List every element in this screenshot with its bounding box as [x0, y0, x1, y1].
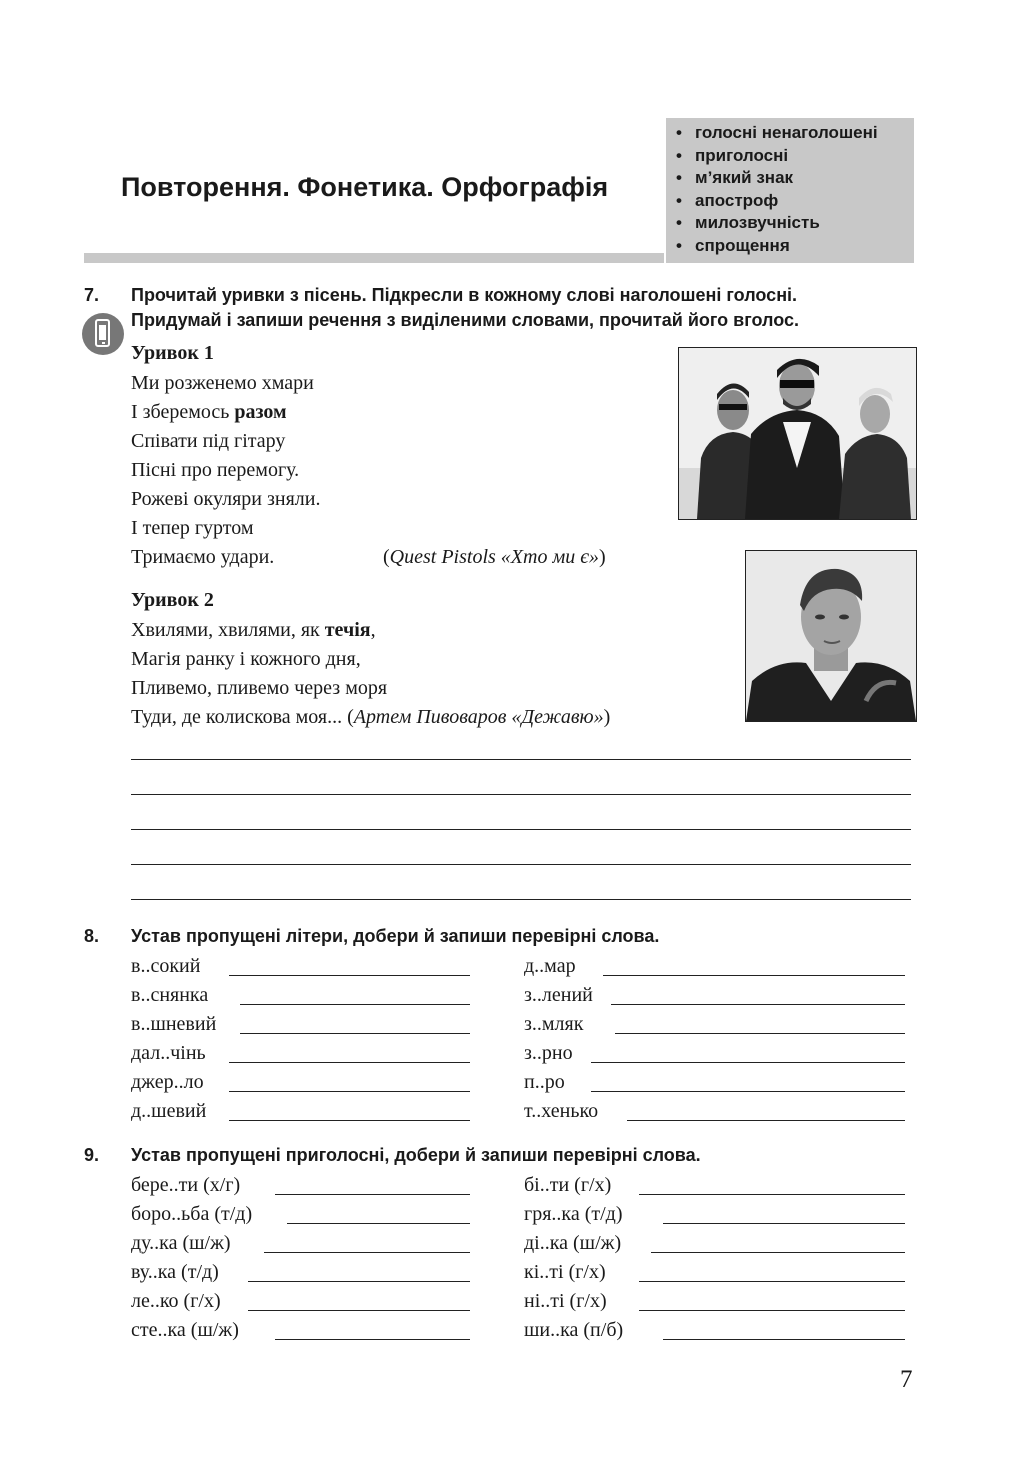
poem-line: Рожеві окуляри зняли.: [131, 488, 321, 510]
answer-line[interactable]: [639, 1194, 905, 1195]
task-8-word: дал..чінь: [131, 1042, 206, 1064]
task-9-word: ді..ка (ш/ж): [524, 1232, 622, 1254]
answer-line[interactable]: [615, 1033, 905, 1034]
task-8-word: д..мар: [524, 955, 576, 977]
poem-line: Пливемо, пливемо через моря: [131, 677, 388, 699]
poem-line: Співати під гітару: [131, 430, 286, 452]
answer-line[interactable]: [287, 1223, 470, 1224]
poem-line: Магія ранку і кожного дня,: [131, 648, 361, 670]
topic-item: • милозвучність: [676, 212, 914, 235]
highlighted-word: течія: [324, 619, 371, 641]
task-8-word: д..шевий: [131, 1100, 207, 1122]
topic-item: • спрощення: [676, 235, 914, 258]
topics-list: [666, 118, 914, 258]
excerpt-2-title: Уривок 2: [131, 589, 214, 611]
task-9-word: бі..ти (г/х): [524, 1174, 612, 1196]
poem-line: Ми розженемо хмари: [131, 372, 314, 394]
poem-line: Тримаємо удари.: [131, 546, 275, 568]
answer-line[interactable]: [240, 1033, 470, 1034]
answer-line[interactable]: [264, 1252, 470, 1253]
answer-line[interactable]: [639, 1281, 905, 1282]
poem-line: І тепер гуртом: [131, 517, 254, 539]
poem-line: Хвилями, хвилями, як течія,: [131, 619, 376, 641]
task-8-word: з..лений: [524, 984, 593, 1006]
topic-item: • апостроф: [676, 190, 914, 213]
task-9-number: 9.: [84, 1145, 100, 1165]
topic-item: • приголосні: [676, 145, 914, 168]
page-number: 7: [900, 1366, 913, 1393]
answer-line[interactable]: [229, 1091, 470, 1092]
topics-box: [666, 118, 914, 263]
task-9-word: гря..ка (т/д): [524, 1203, 623, 1225]
poem-line: Пісні про перемогу.: [131, 459, 300, 481]
poem-line: І зберемось разом: [131, 401, 287, 423]
excerpt-1-title: Уривок 1: [131, 342, 214, 364]
answer-line[interactable]: [240, 1004, 470, 1005]
task-8-word: в..сокий: [131, 955, 201, 977]
task-9-word: ні..ті (г/х): [524, 1290, 607, 1312]
answer-line[interactable]: [131, 899, 911, 900]
answer-line[interactable]: [248, 1310, 470, 1311]
poem-line: Туди, де колискова моя... (Артем Пивоваров «Дежавю»): [131, 706, 611, 728]
answer-line[interactable]: [131, 864, 911, 865]
task-7-number: 7.: [84, 285, 100, 305]
highlighted-word: разом: [234, 401, 287, 423]
task-8-word: в..снянка: [131, 984, 209, 1006]
answer-line[interactable]: [663, 1223, 905, 1224]
band-photo: [678, 347, 917, 520]
answer-line[interactable]: [131, 759, 911, 760]
task-8-number: 8.: [84, 926, 100, 946]
task-9-word: сте..ка (ш/ж): [131, 1319, 239, 1341]
task-8-instruction: Устав пропущені літери, добери й запиши перевірні слова.: [131, 926, 660, 946]
answer-line[interactable]: [131, 829, 911, 830]
task-9-word: кі..ті (г/х): [524, 1261, 606, 1283]
answer-line[interactable]: [663, 1339, 905, 1340]
task-7-instruction-line-2: Придумай і запиши речення з виділеними словами, прочитай його вголос.: [131, 310, 800, 330]
task-9-word: ву..ка (т/д): [131, 1261, 219, 1283]
task-9-instruction: Устав пропущені приголосні, добери й запиши перевірні слова.: [131, 1145, 701, 1165]
answer-line[interactable]: [627, 1120, 905, 1121]
topic-item: • м’який знак: [676, 167, 914, 190]
answer-line[interactable]: [248, 1281, 470, 1282]
answer-line[interactable]: [229, 1120, 470, 1121]
task-8-word: з..рно: [524, 1042, 573, 1064]
task-8-word: в..шневий: [131, 1013, 217, 1035]
answer-line[interactable]: [639, 1310, 905, 1311]
page-title: Повторення. Фонетика. Орфографія: [121, 172, 609, 202]
task-8-word: т..хенько: [524, 1100, 599, 1122]
singer-portrait-photo: [745, 550, 917, 722]
answer-line[interactable]: [229, 1062, 470, 1063]
task-8-word: п..ро: [524, 1071, 565, 1093]
task-8-word: джер..ло: [131, 1071, 204, 1093]
smartphone-icon: [82, 313, 124, 355]
answer-line[interactable]: [611, 1004, 905, 1005]
answer-line[interactable]: [651, 1252, 905, 1253]
answer-line[interactable]: [591, 1091, 905, 1092]
answer-line[interactable]: [275, 1194, 470, 1195]
answer-line[interactable]: [229, 975, 470, 976]
topic-item: • голосні ненаголошені: [676, 122, 914, 145]
answer-line[interactable]: [131, 794, 911, 795]
answer-line[interactable]: [603, 975, 905, 976]
excerpt-1-source: (Quest Pistols «Хто ми є»): [383, 546, 606, 568]
task-9-word: ду..ка (ш/ж): [131, 1232, 231, 1254]
task-9-word: боро..ьба (т/д): [131, 1203, 253, 1225]
task-9-word: ле..ко (г/х): [131, 1290, 221, 1312]
answer-line[interactable]: [591, 1062, 905, 1063]
excerpt-2-source: Артем Пивоваров «Дежавю»: [353, 706, 604, 728]
task-8-word: з..мляк: [524, 1013, 584, 1035]
task-7-instruction-line-1: Прочитай уривки з пісень. Підкресли в кожному слові наголошені голосні.: [131, 285, 798, 305]
header-rule: [84, 253, 664, 263]
task-9-word: ши..ка (п/б): [524, 1319, 624, 1341]
answer-line[interactable]: [275, 1339, 470, 1340]
task-9-word: бере..ти (х/г): [131, 1174, 241, 1196]
